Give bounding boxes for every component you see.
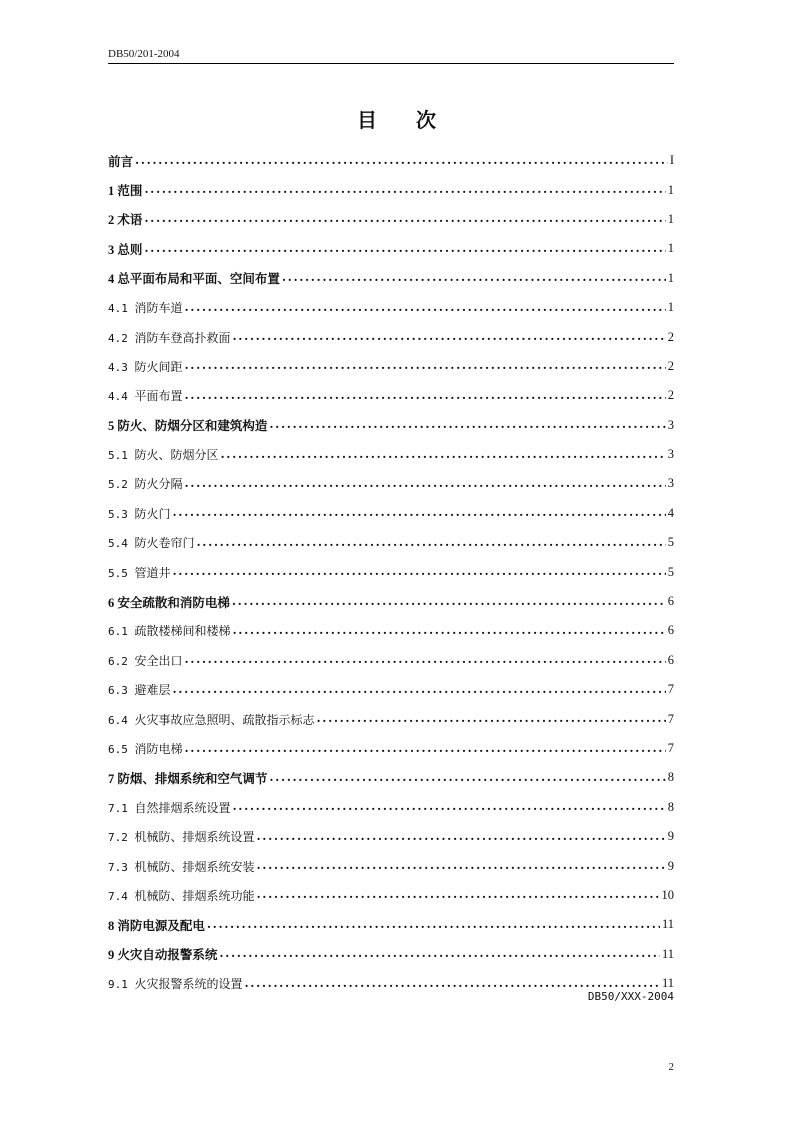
toc-entry-title: 防火、防烟分区 [134, 448, 219, 463]
toc-entry-label [108, 681, 171, 698]
toc-entry-number: 6.5 [108, 743, 135, 756]
toc-entry-page: 2 [667, 388, 674, 403]
header-doc-code: DB50/201-2004 [108, 48, 180, 60]
toc-entry-label [108, 475, 183, 492]
toc-entry-number: 7.1 [108, 801, 135, 815]
toc-entry-title: 防烟、排烟系统和空气调节 [117, 770, 268, 786]
toc-entry[interactable] [108, 264, 674, 293]
toc-entry-title: 前言 [108, 153, 134, 169]
toc-entry-number: 7.2 [108, 831, 135, 845]
toc-entry[interactable] [108, 881, 674, 910]
toc-dot-leader [317, 712, 666, 724]
toc-dot-leader [269, 418, 665, 430]
toc-entry-label [108, 240, 142, 258]
toc-dot-leader [144, 212, 665, 224]
toc-entry-page: 11 [661, 946, 674, 961]
toc-entry-number: 2 [108, 213, 118, 228]
toc-dot-leader [173, 506, 666, 518]
toc-entry-title: 机械防、排烟系统设置 [134, 830, 255, 845]
toc-dot-leader [173, 683, 666, 695]
toc-entry-page: 3 [667, 447, 674, 462]
toc-entry-label [108, 534, 195, 551]
toc-entry-number: 9 [108, 948, 118, 963]
toc-entry-page: 7 [667, 711, 674, 726]
toc-entry[interactable] [108, 293, 674, 322]
toc-entry[interactable] [108, 616, 674, 645]
toc-entry-title: 安全出口 [134, 653, 183, 668]
toc-entry-number: 4.1 [108, 302, 135, 316]
toc-entry-number: 5.5 [108, 566, 135, 580]
toc-entry[interactable] [108, 704, 674, 733]
toc-entry-page: 2 [667, 329, 674, 344]
toc-entry-label [108, 152, 133, 170]
toc-entry[interactable] [108, 793, 674, 822]
toc-entry-page: 9 [667, 858, 674, 873]
toc-entry-label [108, 210, 142, 228]
toc-dot-leader [185, 359, 666, 371]
toc-entry-number: 1 [108, 184, 118, 199]
toc-entry-number: 4.2 [108, 331, 135, 345]
toc-entry-title: 火灾自动报警系统 [117, 947, 218, 963]
toc-entry-number: 5.4 [108, 537, 135, 551]
toc-entry-title: 火灾事故应急照明、疏散指示标志 [134, 712, 315, 727]
footer-doc-code: DB50/XXX-2004 [587, 990, 674, 1003]
toc-dot-leader [135, 154, 668, 166]
page-number: 2 [668, 1061, 674, 1073]
toc-dot-leader [233, 330, 666, 342]
page-title: 目 次 [357, 108, 452, 132]
toc-entry-number: 5.1 [108, 449, 135, 463]
toc-entry-title: 自然排烟系统设置 [134, 800, 231, 815]
toc-dot-leader [257, 888, 660, 900]
toc-entry-label [108, 505, 171, 522]
toc-entry-number: 4 [108, 272, 118, 287]
toc-entry-label [108, 652, 183, 669]
toc-dot-leader [185, 742, 666, 754]
toc-entry-number: 5 [108, 419, 118, 434]
header-rule [108, 63, 674, 64]
toc-entry-page: 5 [667, 535, 674, 550]
toc-entry-label [108, 887, 255, 904]
toc-entry-title: 总则 [117, 241, 143, 257]
toc-dot-leader [233, 624, 666, 636]
toc-entry-title: 平面布置 [134, 389, 183, 404]
toc-entry-label [108, 799, 231, 816]
toc-entry[interactable] [108, 675, 674, 704]
toc-entry-title: 防火卷帘门 [134, 536, 195, 551]
toc-dot-leader [257, 859, 666, 871]
toc-entry-label [108, 181, 142, 199]
toc-entry[interactable] [108, 381, 674, 410]
toc-entry-page: 6 [667, 594, 674, 609]
toc-dot-leader [185, 653, 666, 665]
toc-entry-label [108, 622, 231, 639]
toc-entry[interactable] [108, 146, 674, 175]
toc-dot-leader [245, 977, 660, 989]
toc-dot-leader [233, 800, 666, 812]
toc-entry-label [108, 593, 230, 611]
toc-entry[interactable] [108, 234, 674, 263]
toc-dot-leader [221, 448, 666, 460]
toc-entry-page: 3 [667, 476, 674, 491]
toc-entry-number: 6.4 [108, 713, 135, 727]
toc-entry-title: 消防电源及配电 [117, 917, 205, 933]
toc-entry-number: 7.4 [108, 889, 135, 903]
toc-entry[interactable] [108, 822, 674, 851]
toc-entry-page: 10 [661, 887, 674, 902]
toc-entry-number: 6.1 [108, 625, 135, 639]
toc-dot-leader [173, 565, 666, 577]
toc-entry-page: 1 [667, 270, 674, 285]
toc-dot-leader [232, 595, 666, 607]
toc-entry-number: 7.3 [108, 860, 135, 874]
toc-entry-label [108, 975, 243, 992]
toc-entry-label [108, 299, 183, 316]
toc-entry-label [108, 828, 255, 845]
toc-entry[interactable] [108, 411, 674, 440]
toc-entry[interactable] [108, 940, 674, 969]
toc-entry-page: 1 [667, 211, 674, 226]
toc-entry[interactable] [108, 322, 674, 351]
toc-entry-label [108, 446, 219, 463]
toc-entry[interactable] [108, 528, 674, 557]
toc-entry[interactable] [108, 175, 674, 204]
toc-entry-label [108, 358, 183, 375]
toc-entry-title: 术语 [117, 212, 143, 228]
toc-dot-leader [144, 242, 665, 254]
toc-entry-number: 6.2 [108, 654, 135, 668]
toc-entry[interactable] [108, 763, 674, 792]
toc-entry-number: 3 [108, 242, 118, 257]
toc-entry-title: 管道井 [134, 565, 171, 580]
toc-entry-title: 消防电梯 [134, 742, 183, 756]
toc-entry-label [108, 945, 217, 963]
toc-entry-title: 机械防、排烟系统安装 [134, 859, 255, 874]
toc-entry-page: 1 [667, 182, 674, 197]
toc-entry-title: 防火、防烟分区和建筑构造 [117, 418, 268, 434]
toc-entry-number: 8 [108, 918, 118, 933]
toc-entry-label [108, 387, 183, 404]
toc-entry[interactable] [108, 352, 674, 381]
toc-entry-page: 7 [667, 682, 674, 697]
toc-entry[interactable] [108, 734, 674, 763]
toc-entry-page: I [669, 153, 674, 168]
toc-entry-page: 8 [667, 799, 674, 814]
toc-entry-title: 避难层 [134, 683, 171, 698]
toc-entry[interactable] [108, 469, 674, 498]
toc-entry-page: 2 [667, 358, 674, 373]
toc-entry-label [108, 916, 205, 934]
toc-entry-page: 3 [667, 417, 674, 432]
toc-entry[interactable] [108, 851, 674, 880]
toc-entry-page: 6 [667, 652, 674, 667]
toc-entry[interactable] [108, 587, 674, 616]
toc-entry-page: 4 [667, 505, 674, 520]
toc-dot-leader [144, 183, 665, 195]
toc-entry-label [108, 269, 280, 287]
toc-entry-number: 5.3 [108, 507, 135, 521]
toc-entry-title: 安全疏散和消防电梯 [117, 594, 230, 610]
toc-entry-number: 7 [108, 771, 118, 786]
toc-entry-number: 6 [108, 595, 118, 610]
toc-entry-title: 防火分隔 [134, 477, 183, 492]
toc-entry-label [108, 416, 267, 434]
toc-entry-title: 消防车登高扑救面 [134, 330, 231, 345]
toc-entry-title: 范围 [117, 183, 143, 199]
table-of-contents [108, 146, 674, 998]
toc-dot-leader [197, 536, 666, 548]
toc-entry-title: 防火门 [134, 506, 171, 521]
toc-entry[interactable] [108, 910, 674, 939]
toc-entry-number: 4.3 [108, 360, 135, 374]
toc-entry-page: 7 [667, 741, 674, 755]
toc-dot-leader [185, 477, 666, 489]
toc-entry-label [108, 769, 267, 787]
toc-entry[interactable] [108, 499, 674, 528]
toc-entry-label [108, 329, 231, 346]
toc-entry-title: 总平面布局和平面、空间布置 [117, 271, 280, 287]
toc-dot-leader [185, 389, 666, 401]
toc-entry-title: 疏散楼梯间和楼梯 [134, 624, 231, 639]
toc-entry[interactable] [108, 557, 674, 586]
toc-dot-leader [219, 947, 660, 959]
toc-entry-page: 1 [667, 241, 674, 256]
toc-entry-page: 1 [667, 300, 674, 315]
toc-entry-label [108, 740, 183, 757]
toc-entry-page: 8 [667, 770, 674, 785]
toc-entry-label [108, 564, 171, 581]
toc-entry-number: 5.2 [108, 478, 135, 492]
toc-entry-number: 9.1 [108, 978, 135, 992]
toc-dot-leader [257, 830, 666, 842]
toc-entry-title: 防火间距 [134, 359, 183, 374]
toc-entry-page: 11 [661, 917, 674, 932]
toc-entry-title: 消防车道 [134, 301, 183, 316]
toc-entry-page: 9 [667, 829, 674, 844]
toc-entry-number: 6.3 [108, 684, 135, 698]
toc-entry-page: 5 [667, 564, 674, 579]
toc-entry-number: 4.4 [108, 390, 135, 404]
toc-entry[interactable] [108, 646, 674, 675]
toc-entry-label [108, 858, 255, 875]
toc-dot-leader [185, 301, 666, 313]
toc-dot-leader [282, 271, 666, 283]
toc-entry-title: 火灾报警系统的设置 [134, 977, 243, 992]
toc-entry-page: 11 [661, 976, 674, 991]
toc-dot-leader [207, 918, 660, 930]
toc-entry-title: 机械防、排烟系统功能 [134, 888, 255, 903]
toc-entry[interactable] [108, 440, 674, 469]
toc-entry[interactable] [108, 205, 674, 234]
toc-entry-page: 6 [667, 623, 674, 638]
toc-entry-label [108, 711, 315, 728]
toc-dot-leader [269, 771, 665, 783]
